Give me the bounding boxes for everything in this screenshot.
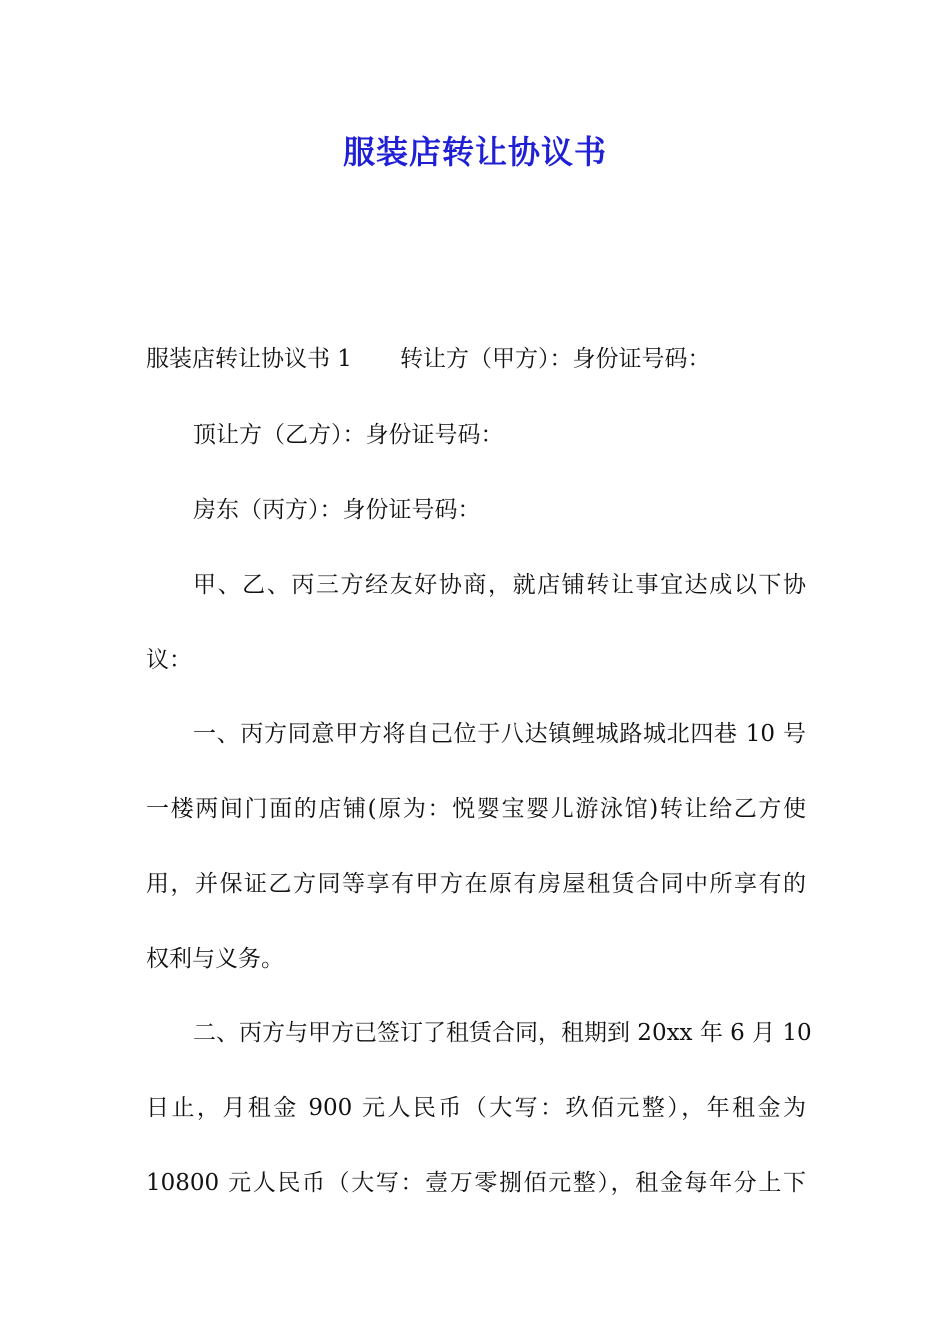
- paragraph-line: 议：: [146, 647, 192, 673]
- party-b-line: 顶让方（乙方）：身份证号码：: [193, 422, 504, 448]
- paragraph-line: 一、丙方同意甲方将自己位于八达镇鲤城路城北四巷 10 号: [193, 721, 806, 747]
- party-a-line: [146, 342, 710, 376]
- paragraph-line: 10800 元人民币（大写：壹万零捌佰元整），租金每年分上下: [146, 1170, 806, 1196]
- transferor-field: 转让方（甲方）：身份证号码：: [399, 346, 711, 372]
- party-c-line: 房东（丙方）：身份证号码：: [193, 497, 481, 523]
- paragraph-line: 权利与义务。: [146, 946, 284, 972]
- paragraph-line: 用，并保证乙方同等享有甲方在原有房屋租赁合同中所享有的: [146, 871, 806, 897]
- document-title: 服装店转让协议书: [342, 133, 607, 171]
- paragraph-line: 日止，月租金 900 元人民币（大写：玖佰元整），年租金为: [146, 1095, 806, 1121]
- paragraph-line: 二、丙方与甲方已签订了租赁合同，租期到 20xx 年 6 月 10: [193, 1020, 812, 1046]
- paragraph-line: 甲、乙、丙三方经友好协商，就店铺转让事宜达成以下协: [193, 572, 806, 598]
- agreement-number: 服装店转让协议书 1: [146, 346, 352, 372]
- paragraph-line: 一楼两间门面的店铺(原为：悦婴宝婴儿游泳馆)转让给乙方使: [146, 796, 806, 822]
